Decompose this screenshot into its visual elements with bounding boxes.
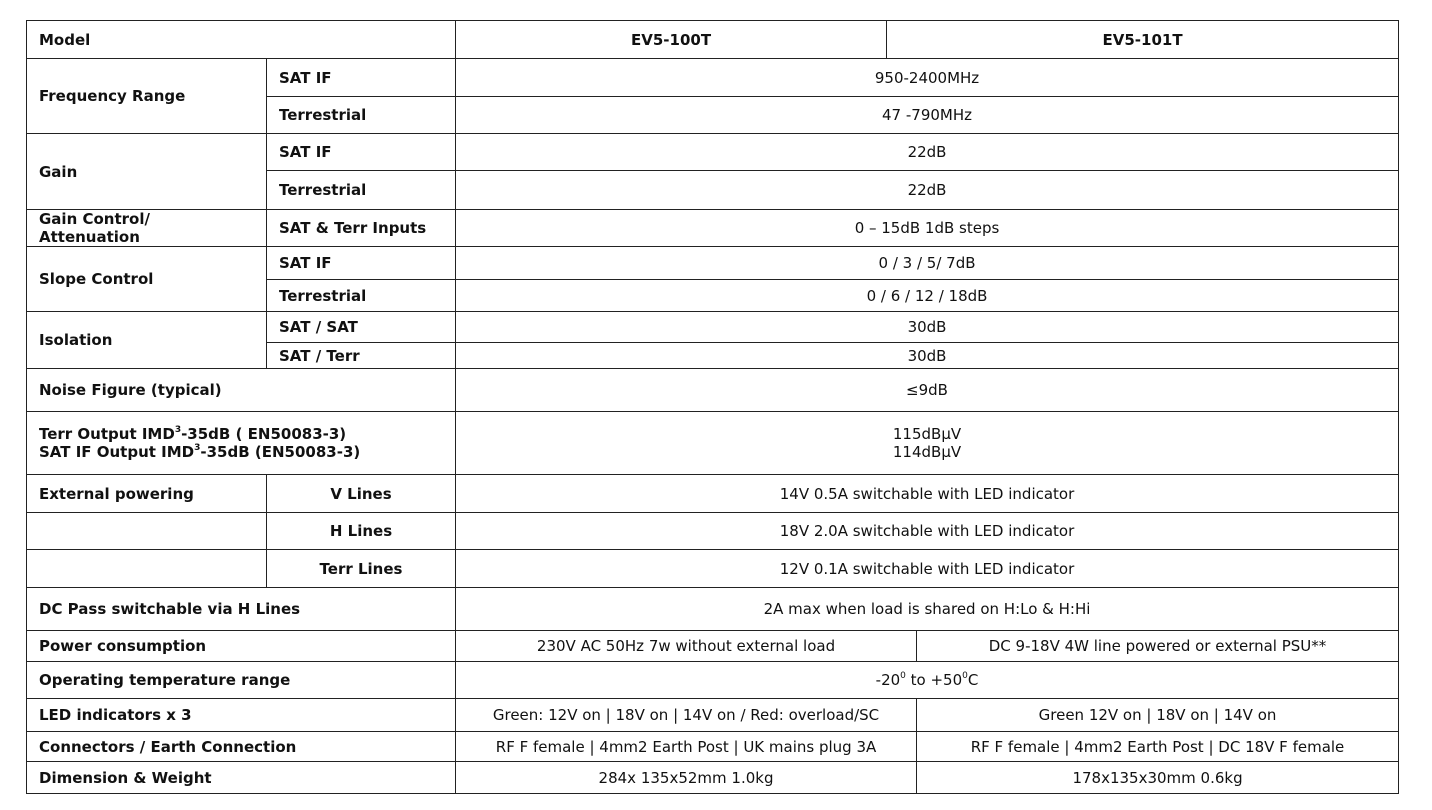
gain-sat-value: 22dB — [456, 134, 1399, 171]
terr-lines-value: 12V 0.1A switchable with LED indicator — [456, 550, 1399, 588]
sat-output-label: SAT IF Output IMD$^3$-35dB (EN50083-3) — [39, 443, 361, 461]
gain-sat-label: SAT IF — [267, 134, 456, 171]
frequency-row-sat — [27, 59, 1399, 97]
powering-empty-terr — [27, 550, 267, 588]
gain-control-value: 0 – 15dB 1dB steps — [456, 210, 1399, 247]
powering-row-v — [27, 475, 1399, 513]
slope-terr-value: 0 / 6 / 12 / 18dB — [456, 280, 1399, 312]
dc-pass-row — [27, 588, 1399, 631]
gain-control-row — [27, 210, 1399, 247]
dimension-label: Dimension & Weight — [27, 762, 456, 794]
led-row — [27, 699, 1399, 732]
powering-row-terr — [27, 550, 1399, 588]
led-indicators-100t: Green: 12V on | 18V on | 14V on / Red: overload/SC — [456, 699, 917, 732]
slope-sat-label: SAT IF — [267, 247, 456, 280]
terr-output-label: Terr Output IMD$^3$-35dB ( EN50083-3) — [39, 425, 347, 443]
frequency-terr-value: 47 -790MHz — [456, 97, 1399, 134]
slope-sat-value: 0 / 3 / 5/ 7dB — [456, 247, 1399, 280]
powering-row-h — [27, 513, 1399, 550]
spec-table — [26, 20, 1399, 794]
noise-figure-value: ≤9dB — [456, 369, 1399, 412]
h-lines-label: H Lines — [267, 513, 456, 550]
power-consumption-101t: DC 9-18V 4W line powered or external PSU** — [917, 631, 1399, 662]
frequency-sat-value: 950-2400MHz — [456, 59, 1399, 97]
temperature-value: $-20^0$ to $+50^0C$ — [456, 662, 1399, 699]
power-consumption-100t: 230V AC 50Hz 7w without external load — [456, 631, 917, 662]
dimension-row — [27, 762, 1399, 794]
isolation-satterr-value: 30dB — [456, 343, 1399, 369]
output-imd-label — [27, 412, 456, 475]
powering-empty-h — [27, 513, 267, 550]
gain-terr-value: 22dB — [456, 171, 1399, 210]
led-indicators-101t: Green 12V on | 18V on | 14V on — [917, 699, 1399, 732]
terr-output-value: 115dBμV — [892, 425, 962, 443]
connectors-101t: RF F female | 4mm2 Earth Post | DC 18V F female — [917, 732, 1399, 762]
gain-terr-label: Terrestrial — [267, 171, 456, 210]
isolation-row-satsat — [27, 312, 1399, 343]
model-row — [27, 21, 1399, 59]
gain-label: Gain — [27, 134, 267, 210]
isolation-satsat-value: 30dB — [456, 312, 1399, 343]
v-lines-value: 14V 0.5A switchable with LED indicator — [456, 475, 1399, 513]
output-imd-values — [456, 412, 1399, 475]
noise-figure-label: Noise Figure (typical) — [27, 369, 456, 412]
model-ev5-101t: EV5-101T — [887, 21, 1399, 59]
slope-terr-label: Terrestrial — [267, 280, 456, 312]
connectors-label: Connectors / Earth Connection — [27, 732, 456, 762]
terr-lines-label: Terr Lines — [267, 550, 456, 588]
led-indicators-label: LED indicators x 3 — [27, 699, 456, 732]
temp-row — [27, 662, 1399, 699]
noise-row — [27, 369, 1399, 412]
model-ev5-100t: EV5-100T — [456, 21, 887, 59]
gain-row-sat — [27, 134, 1399, 171]
frequency-range-label: Frequency Range — [27, 59, 267, 134]
power-row — [27, 631, 1399, 662]
v-lines-label: V Lines — [267, 475, 456, 513]
frequency-sat-label: SAT IF — [267, 59, 456, 97]
connectors-row — [27, 732, 1399, 762]
gain-control-sub: SAT & Terr Inputs — [267, 210, 456, 247]
h-lines-value: 18V 2.0A switchable with LED indicator — [456, 513, 1399, 550]
frequency-terr-label: Terrestrial — [267, 97, 456, 134]
model-label: Model — [27, 21, 456, 59]
dimension-100t: 284x 135x52mm 1.0kg — [456, 762, 917, 794]
output-row — [27, 412, 1399, 475]
dc-pass-label: DC Pass switchable via H Lines — [27, 588, 456, 631]
external-powering-label: External powering — [27, 475, 267, 513]
isolation-satterr-label: SAT / Terr — [267, 343, 456, 369]
slope-row-sat — [27, 247, 1399, 280]
isolation-label: Isolation — [27, 312, 267, 369]
temperature-label: Operating temperature range — [27, 662, 456, 699]
power-consumption-label: Power consumption — [27, 631, 456, 662]
gain-control-label: Gain Control/ Attenuation — [27, 210, 267, 247]
dimension-101t: 178x135x30mm 0.6kg — [917, 762, 1399, 794]
isolation-satsat-label: SAT / SAT — [267, 312, 456, 343]
sat-output-value: 114dBμV — [892, 443, 962, 461]
slope-control-label: Slope Control — [27, 247, 267, 312]
dc-pass-value: 2A max when load is shared on H:Lo & H:Hi — [456, 588, 1399, 631]
connectors-100t: RF F female | 4mm2 Earth Post | UK mains plug 3A — [456, 732, 917, 762]
